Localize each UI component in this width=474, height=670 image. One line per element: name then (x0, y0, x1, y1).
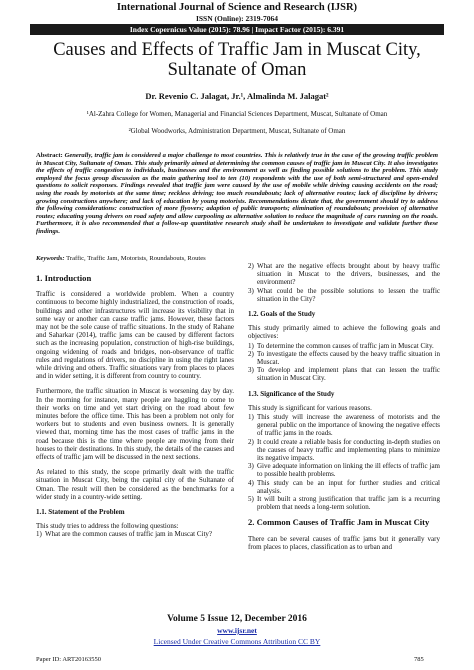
list-item: 1) To determine the common causes of traffic jam in Muscat City. (248, 342, 440, 350)
paper-title: Causes and Effects of Traffic Jam in Muscat City, Sultanate of Oman (53, 40, 421, 80)
problem-intro: This study tries to address the following questions: (36, 522, 179, 531)
problem-question-3: What could be the possible solutions to lessen the traffic situation in the City? (257, 286, 440, 303)
keywords-label: Keywords: (36, 255, 65, 262)
footer-page-number: 785 (414, 656, 424, 663)
significance-1: This study will increase the awareness of motorists and the general public on the importance of knowing the negative effects of traffic jams in the roads. (257, 413, 440, 438)
subsection-heading-problem: 1.1. Statement of the Problem (36, 508, 125, 517)
keywords (36, 255, 266, 262)
significance-4: This study can be an input for further studies and critical analysis. (257, 478, 440, 495)
subsection-heading-significance: 1.3. Significance of the Study (248, 389, 335, 398)
list-item: 2) It could create a reliable basis for conducting in-depth studies on the causes of heavy traffic and implementing plans to minimize its negative impacts. (248, 437, 440, 463)
problem-question-1: What are the common causes of traffic jam in Muscat City? (45, 530, 213, 539)
list-item: 4) This study can be an input for further studies and critical analysis. (248, 478, 440, 495)
section-heading-common-causes: 2. Common Causes of Traffic Jam in Muscat City (248, 517, 430, 528)
affiliation-2: ²Global Woodworks, Administration Department, Muscat, Sultanate of Oman (128, 127, 346, 135)
paper-authors: Dr. Revenio C. Jalagat, Jr.¹, Almalinda M. Jalagat² (145, 91, 329, 101)
goals-intro: This study primarily aimed to achieve the following goals and objectives: (248, 324, 440, 341)
significance-2: It could create a reliable basis for conducting in-depth studies on the causes of heavy traffic and implementing plans to minimize its negative impacts. (257, 437, 440, 463)
affiliation-1: ¹Al-Zahra College for Women, Managerial and Financial Sciences Department, Muscat, Sultanate of Oman (86, 110, 388, 118)
section-heading-introduction: 1. Introduction (36, 273, 92, 283)
goal-2: To investigate the effects caused by the heavy traffic situation in Muscat. (257, 349, 440, 367)
abstract-label: Abstract: (36, 152, 63, 159)
goal-3: To develop and implement plans that can lessen the traffic situation in Muscat City. (257, 366, 440, 383)
footer-license-link[interactable]: Licensed Under Creative Commons Attribution CC BY (153, 637, 321, 646)
list-item: 3) To develop and implement plans that can lessen the traffic situation in Muscat City. (248, 366, 440, 383)
keywords-text: Traffic, Traffic Jam, Motorists, Roundabouts, Routes (66, 255, 206, 262)
footer-website-link[interactable]: www.ijsr.net (217, 626, 257, 635)
intro-paragraph-3: As related to this study, the scope primarily dealt with the traffic situation in Muscat City, being the capital city of the Sultanate of Oman. The result will then be considered as the benchmarks for a wider study in a country-wide setting. (36, 468, 234, 501)
list-item: 5) It will built a strong justification that traffic jam is a recurring problem that needs a long-term solution. (248, 495, 440, 512)
issn-line: ISSN (Online): 2319-7064 (195, 14, 279, 23)
intro-paragraph-1: Traffic is considered a worldwide problem. When a country continuous to become highly industrialized, the construction of roads, buildings and other infrastructures will increase its visibility that in some way or another can cause traffic jams. However, these factors may not be the sole cause of traffic situations. In the study of Rahane and Saharkar (2014), traffic jams can be caused by different factors such as the increasing population, construction of high-rise buildings, ongoing widening of roads and bridges, non-observance of traffic rules and regulations of drivers, no discipline in using the right lanes while driving and others. Traffic situations vary from places to places and in wider setting, it is different from country to country. (36, 290, 234, 381)
list-item: 2) To investigate the effects caused by the heavy traffic situation in Muscat. (248, 349, 440, 367)
left-column (36, 268, 234, 539)
index-band: Index Copernicus Value (2015): 78.96 | Impact Factor (2015): 6.391 (30, 24, 444, 35)
list-item: 1) This study will increase the awareness of motorists and the general public on the importance of knowing the negative effects of traffic jams in the roads. (248, 413, 440, 438)
list-item: 2) What are the negative effects brought about by heavy traffic situation in Muscat to the drivers, businesses, and the environment? (248, 262, 440, 287)
significance-intro: This study is significant for various reasons. (248, 403, 372, 412)
list-item: 3) Give adequate information on linking the ill effects of traffic jam to possible health problems. (248, 462, 440, 479)
significance-5: It will built a strong justification that traffic jam is a recurring problem that needs a long-term solution. (257, 495, 440, 512)
abstract (36, 152, 438, 236)
intro-paragraph-2: Furthermore, the traffic situation in Muscat is worsening day by day. In the morning for instance, many people are haggling to come to their works on time and yet start driving on the road about few minutes before the office time. This has been a problem not only for workers but to students and even business owners. It is generally viewed that, morning time has the most cases of traffic jams in the road because this is the time where people are moving from their houses to their destinations. In this study, the details of the causes and effects of traffic jam will be discussed in the next sections. (36, 387, 234, 462)
list-item: 1) What are the common causes of traffic jam in Muscat City? (36, 530, 234, 538)
problem-question-2: What are the negative effects brought about by heavy traffic situation in Muscat to the drivers, businesses, and the environment? (257, 262, 440, 287)
goal-1: To determine the common causes of traffic jam in Muscat City. (257, 341, 434, 350)
journal-title: International Journal of Science and Research (IJSR) (116, 2, 358, 13)
causes-paragraph: There can be several causes of traffic jams but it generally vary from places to places, classification as to urban and (248, 534, 440, 551)
list-item: 3) What could be the possible solutions to lessen the traffic situation in the City? (248, 286, 440, 303)
right-column (248, 262, 440, 558)
abstract-text: Generally, traffic jam is considered a major challenge to most countries. This is relatively true in the case of the growing traffic problem in Muscat City, Sultanate of Oman. This study primarily aimed at determining the common causes of traffic jam in Muscat City. It also investigates the effects of traffic congestion to individuals, businesses and the environment as well as finding possible solutions to the problem. This study employed the focus group discussion as the main gathering tool to ten (10) respondents with the use of both semi-structured and open-ended questions to solicit responses. Findings revealed that traffic jam were caused by the use of mobile while driving causing accidents on the road; using the roads by motorists at the same time; reckless driving; too much roundabouts; lack of alternative routes; lack of discipline by drivers; growing constructions anywhere; and lack of education by young motorists. Recommendations dictate that, the government should try to address the following considerations: construction of more flyovers; adaption of public transports; elimination of roundabouts; provision of alternative routes; educating young drivers on road safety and allow carpooling as alternative solution to reduce the magnitude of cars running on the roads. Furthermore, it is also recommended that a follow-up quantitative research study shall be undertaken to investigate and validate further these findings. (36, 152, 438, 235)
footer-volume: Volume 5 Issue 12, December 2016 (167, 614, 307, 624)
footer-paper-id: Paper ID: ART20163550 (36, 656, 101, 663)
significance-3: Give adequate information on linking the ill effects of traffic jam to possible health problems. (257, 462, 440, 479)
subsection-heading-goals: 1.2. Goals of the Study (248, 310, 316, 319)
